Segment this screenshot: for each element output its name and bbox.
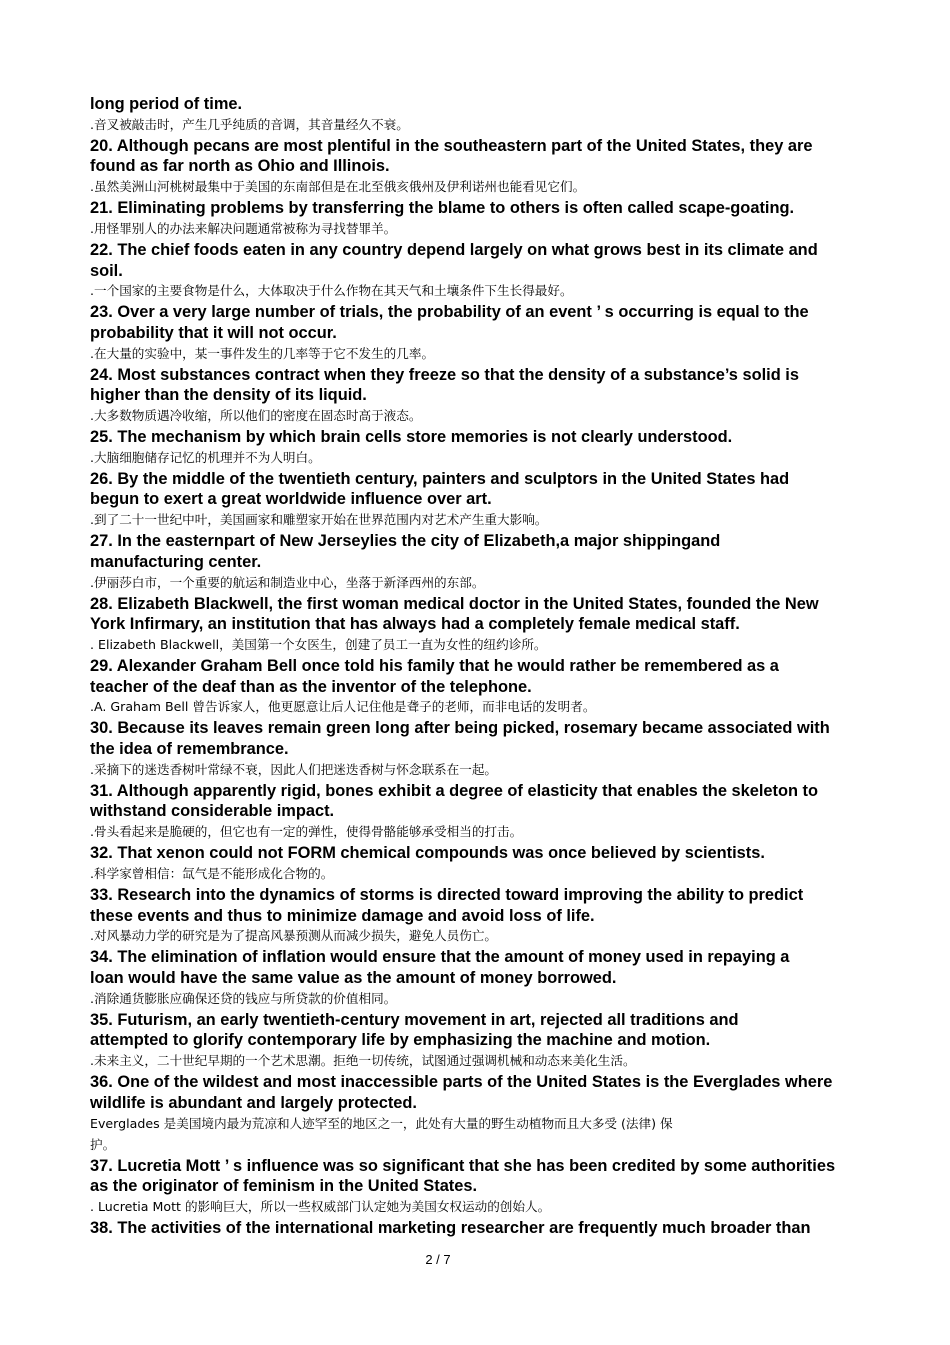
english-sentence-line: 35. Futurism, an early twentieth-century movement in art, rejected all traditions and (90, 1010, 739, 1029)
english-sentence-line: 30. Because its leaves remain green long after being picked, rosemary became associated with (90, 719, 830, 738)
english-sentence-line: 31. Although apparently rigid, bones exhibit a degree of elasticity that enables the skeleton to (90, 781, 819, 800)
english-sentence-line: loan would have the same value as the amount of money borrowed. (90, 968, 617, 987)
english-sentence-line: 21. Eliminating problems by transferring the blame to others is often called scape-goating. (90, 199, 795, 218)
english-sentence-line: manufacturing center. (90, 552, 262, 571)
chinese-translation-line: 护。 (90, 1136, 116, 1152)
english-sentence-line: 38. The activities of the international marketing researcher are frequently much broader than (90, 1218, 811, 1237)
chinese-translation-line: .骨头看起来是脆硬的，但它也有一定的弹性，使得骨骼能够承受相当的打击。 (90, 824, 523, 840)
chinese-translation-line: Everglades 是美国境内最为荒凉和人迹罕至的地区之一，此处有大量的野生动植物而且大多受 (法律) 保 (90, 1115, 673, 1131)
document-body (90, 94, 945, 1239)
chinese-translation-line: .一个国家的主要食物是什么，大体取决于什么作物在其天气和土壤条件下生长得最好。 (90, 283, 573, 299)
chinese-translation-line: .对风暴动力学的研究是为了提高风暴预测从而减少损失，避免人员伤亡。 (90, 928, 498, 944)
english-sentence-line: 24. Most substances contract when they freeze so that the density of a substance’s solid is (90, 365, 799, 384)
english-sentence-line: 36. One of the wildest and most inaccessible parts of the United States is the Everglades where (90, 1073, 833, 1092)
chinese-translation-line: .在大量的实验中，某一事件发生的几率等于它不发生的几率。 (90, 345, 435, 361)
chinese-translation-line: .伊丽莎白市，一个重要的航运和制造业中心，坐落于新泽西州的东部。 (90, 574, 485, 590)
english-sentence-line: York Infirmary, an institution that has always had a completely female medical staff. (90, 615, 740, 634)
english-sentence-line: the idea of remembrance. (90, 740, 289, 759)
english-sentence-line: 32. That xenon could not FORM chemical compounds was once believed by scientists. (90, 844, 765, 863)
english-sentence-line: probability that it will not occur. (90, 323, 337, 342)
chinese-translation-line: . Elizabeth Blackwell，美国第一个女医生，创建了员工一直为女性的纽约诊所。 (90, 636, 547, 652)
english-sentence-line: 20. Although pecans are most plentiful in the southeastern part of the United States, they are (90, 136, 813, 155)
chinese-translation-line: .科学家曾相信：氙气是不能形成化合物的。 (90, 865, 334, 881)
english-sentence-line: soil. (90, 261, 123, 280)
chinese-translation-line: .大多数物质遇冷收缩，所以他们的密度在固态时高于液态。 (90, 408, 422, 424)
english-sentence-line: long period of time. (90, 95, 243, 113)
english-sentence-line: found as far north as Ohio and Illinois. (90, 157, 390, 176)
chinese-translation-line: .音叉被敲击时，产生几乎纯质的音调，其音量经久不衰。 (90, 116, 409, 132)
english-sentence-line: withstand considerable impact. (90, 802, 335, 821)
chinese-translation-line: .未来主义，二十世纪早期的一个艺术思潮。拒绝一切传统，试图通过强调机械和动态来美化生活。 (90, 1053, 636, 1069)
chinese-translation-line: .虽然美洲山河桃树最集中于美国的东南部但是在北至俄亥俄州及伊利诺州也能看见它们。 (90, 179, 586, 195)
chinese-translation-line: .消除通货膨胀应确保还贷的钱应与所贷款的价值相同。 (90, 990, 397, 1006)
english-sentence-line: 23. Over a very large number of trials, the probability of an event ’ s occurring is equal to the (90, 303, 809, 322)
chinese-translation-line: .到了二十一世纪中叶，美国画家和雕塑家开始在世界范围内对艺术产生重大影响。 (90, 512, 548, 528)
english-sentence-line: teacher of the deaf than as the inventor of the telephone. (90, 677, 532, 696)
english-sentence-line: 34. The elimination of inflation would ensure that the amount of money used in repaying a (90, 948, 790, 967)
english-sentence-line: wildlife is abundant and largely protected. (90, 1093, 417, 1112)
chinese-translation-line: . Lucretia Mott 的影响巨大，所以一些权威部门认定她为美国女权运动的创始人。 (90, 1198, 551, 1214)
page-number: 2 / 7 (425, 1252, 451, 1267)
english-sentence-line: 37. Lucretia Mott ’ s influence was so significant that she has been credited by some authorities (90, 1156, 836, 1175)
english-sentence-line: 25. The mechanism by which brain cells store memories is not clearly understood. (90, 428, 733, 447)
english-sentence-line: 33. Research into the dynamics of storms is directed toward improving the ability to predict (90, 885, 804, 904)
chinese-translation-line: .大脑细胞储存记忆的机理并不为人明白。 (90, 449, 321, 465)
english-sentence-line: these events and thus to minimize damage and avoid loss of life. (90, 906, 595, 925)
english-sentence-line: higher than the density of its liquid. (90, 386, 367, 405)
chinese-translation-line: .A. Graham Bell 曾告诉家人，他更愿意让后人记住他是聋子的老师，而非电话的发明者。 (90, 699, 596, 715)
english-sentence-line: 22. The chief foods eaten in any country depend largely on what grows best in its climate and (90, 240, 818, 259)
english-sentence-line: as the originator of feminism in the United States. (90, 1177, 478, 1196)
english-sentence-line: 26. By the middle of the twentieth century, painters and sculptors in the United States had (90, 469, 790, 488)
chinese-translation-line: .用怪罪别人的办法来解决问题通常被称为寻找替罪羊。 (90, 220, 397, 236)
english-sentence-line: 29. Alexander Graham Bell once told his family that he would rather be remembered as a (90, 656, 779, 675)
english-sentence-line: 28. Elizabeth Blackwell, the first woman medical doctor in the United States, founded the New (90, 594, 819, 613)
english-sentence-line: begun to exert a great worldwide influence over art. (90, 490, 492, 509)
english-sentence-line: 27. In the easternpart of New Jerseylies the city of Elizabeth,a major shippingand (90, 532, 721, 551)
chinese-translation-line: .采摘下的迷迭香树叶常绿不衰，因此人们把迷迭香树与怀念联系在一起。 (90, 761, 498, 777)
english-sentence-line: attempted to glorify contemporary life by emphasizing the machine and motion. (90, 1031, 711, 1050)
